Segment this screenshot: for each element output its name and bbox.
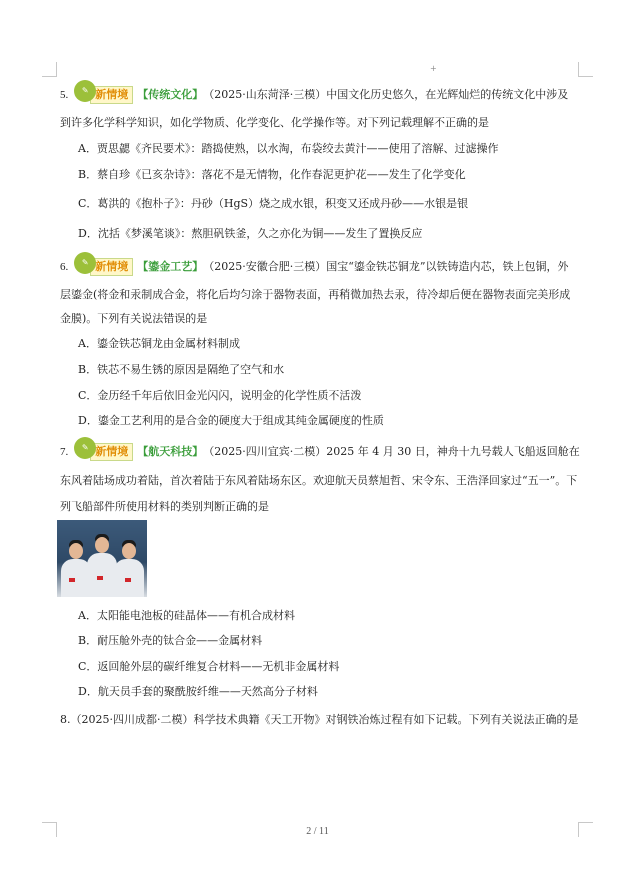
top-mark: +	[430, 64, 437, 73]
q6-text-1: （2025·安徽合肥·三模）国宝“鎏金铁芯铜龙”以铁铸造内芯，铁上包铜，外	[203, 260, 569, 273]
q5-number: 5.	[60, 89, 69, 101]
q7-option-d: D．航天员手套的聚酰胺纤维——天然高分子材料	[78, 685, 318, 698]
flag-patch-icon	[69, 578, 75, 582]
astronauts-photo	[57, 520, 147, 597]
q6-number: 6.	[60, 261, 69, 273]
q6-text-2: 层鎏金(将金和汞制成合金，将化后均匀涂于器物表面，再稍微加热去汞，待冷却后便在器物表面完美形成	[60, 288, 571, 301]
q6-option-d: D．鎏金工艺利用的是合金的硬度大于组成其纯金属硬度的性质	[78, 414, 384, 427]
crop-mark-top-right	[578, 62, 593, 77]
q6-header	[60, 258, 568, 276]
astronaut-center	[87, 535, 117, 597]
q7-badge	[74, 443, 133, 461]
q5-option-d: D．沈括《梦溪笔谈》：熬胆矾铁釜，久之亦化为铜——发生了置换反应	[78, 227, 423, 240]
q5-option-c: C．葛洪的《抱朴子》：丹砂（HgS）烧之成水银，积变又还成丹砂——水银是银	[78, 197, 469, 210]
q7-text-3: 列飞船部件所使用材料的类别判断正确的是	[60, 500, 269, 513]
q7-number: 7.	[60, 446, 69, 458]
crop-mark-top-left	[42, 62, 57, 77]
q5-option-b: B．蔡自珍《已亥杂诗》：落花不是无情物，化作春泥更护花——发生了化学变化	[78, 168, 466, 181]
badge-icon: ✎	[74, 252, 96, 274]
badge-icon: ✎	[74, 80, 96, 102]
q5-option-a: A．贾思勰《齐民要术》：踏捣使熟，以水淘，布袋绞去黄汁——使用了溶解、过滤操作	[78, 142, 499, 155]
badge-label: 新情境	[90, 86, 133, 104]
q6-badge	[74, 258, 133, 276]
flag-patch-icon	[97, 576, 103, 580]
astronaut-right	[114, 541, 144, 597]
q7-tag: 【航天科技】	[137, 445, 204, 458]
q6-text-3: 金膜)。下列有关说法错误的是	[60, 312, 208, 325]
q7-option-c: C．返回舱外层的碳纤维复合材料——无机非金属材料	[78, 660, 340, 673]
badge-icon: ✎	[74, 437, 96, 459]
q5-text-2: 到许多化学科学知识，如化学物质、化学变化、化学操作等。对下列记载理解不正确的是	[60, 116, 489, 129]
q7-option-b: B．耐压舱外壳的钛合金——金属材料	[78, 634, 263, 647]
q5-header	[60, 86, 568, 104]
page-number: 2 / 11	[306, 826, 329, 837]
q5-text-1: （2025·山东菏泽·三模）中国文化历史悠久，在光辉灿烂的传统文化中涉及	[203, 88, 569, 101]
badge-label: 新情境	[90, 443, 133, 461]
q7-text-2: 东风着陆场成功着陆，首次着陆于东风着陆场东区。欢迎航天员蔡旭哲、宋令东、王浩泽回家过“五一”。下	[60, 474, 578, 487]
flag-patch-icon	[125, 578, 131, 582]
q7-option-a: A．太阳能电池板的硅晶体——有机合成材料	[78, 609, 295, 622]
q5-badge	[74, 86, 133, 104]
q6-option-c: C．金历经千年后依旧金光闪闪，说明金的化学性质不活泼	[78, 389, 362, 402]
q6-tag: 【鎏金工艺】	[137, 260, 204, 273]
q6-option-b: B．铁芯不易生锈的原因是隔绝了空气和水	[78, 363, 285, 376]
q6-option-a: A．鎏金铁芯铜龙由金属材料制成	[78, 337, 240, 350]
badge-label: 新情境	[90, 258, 133, 276]
q8-text-1: 8.（2025·四川成都·二模）科学技术典籍《天工开物》对钢铁冶炼过程有如下记载。下列有关说法正确的是	[60, 713, 579, 726]
q7-header	[60, 443, 580, 461]
q7-text-1: （2025·四川宜宾·二模）2025 年 4 月 30 日，神舟十九号载人飞船返回舱在	[203, 445, 580, 458]
q5-tag: 【传统文化】	[137, 88, 204, 101]
